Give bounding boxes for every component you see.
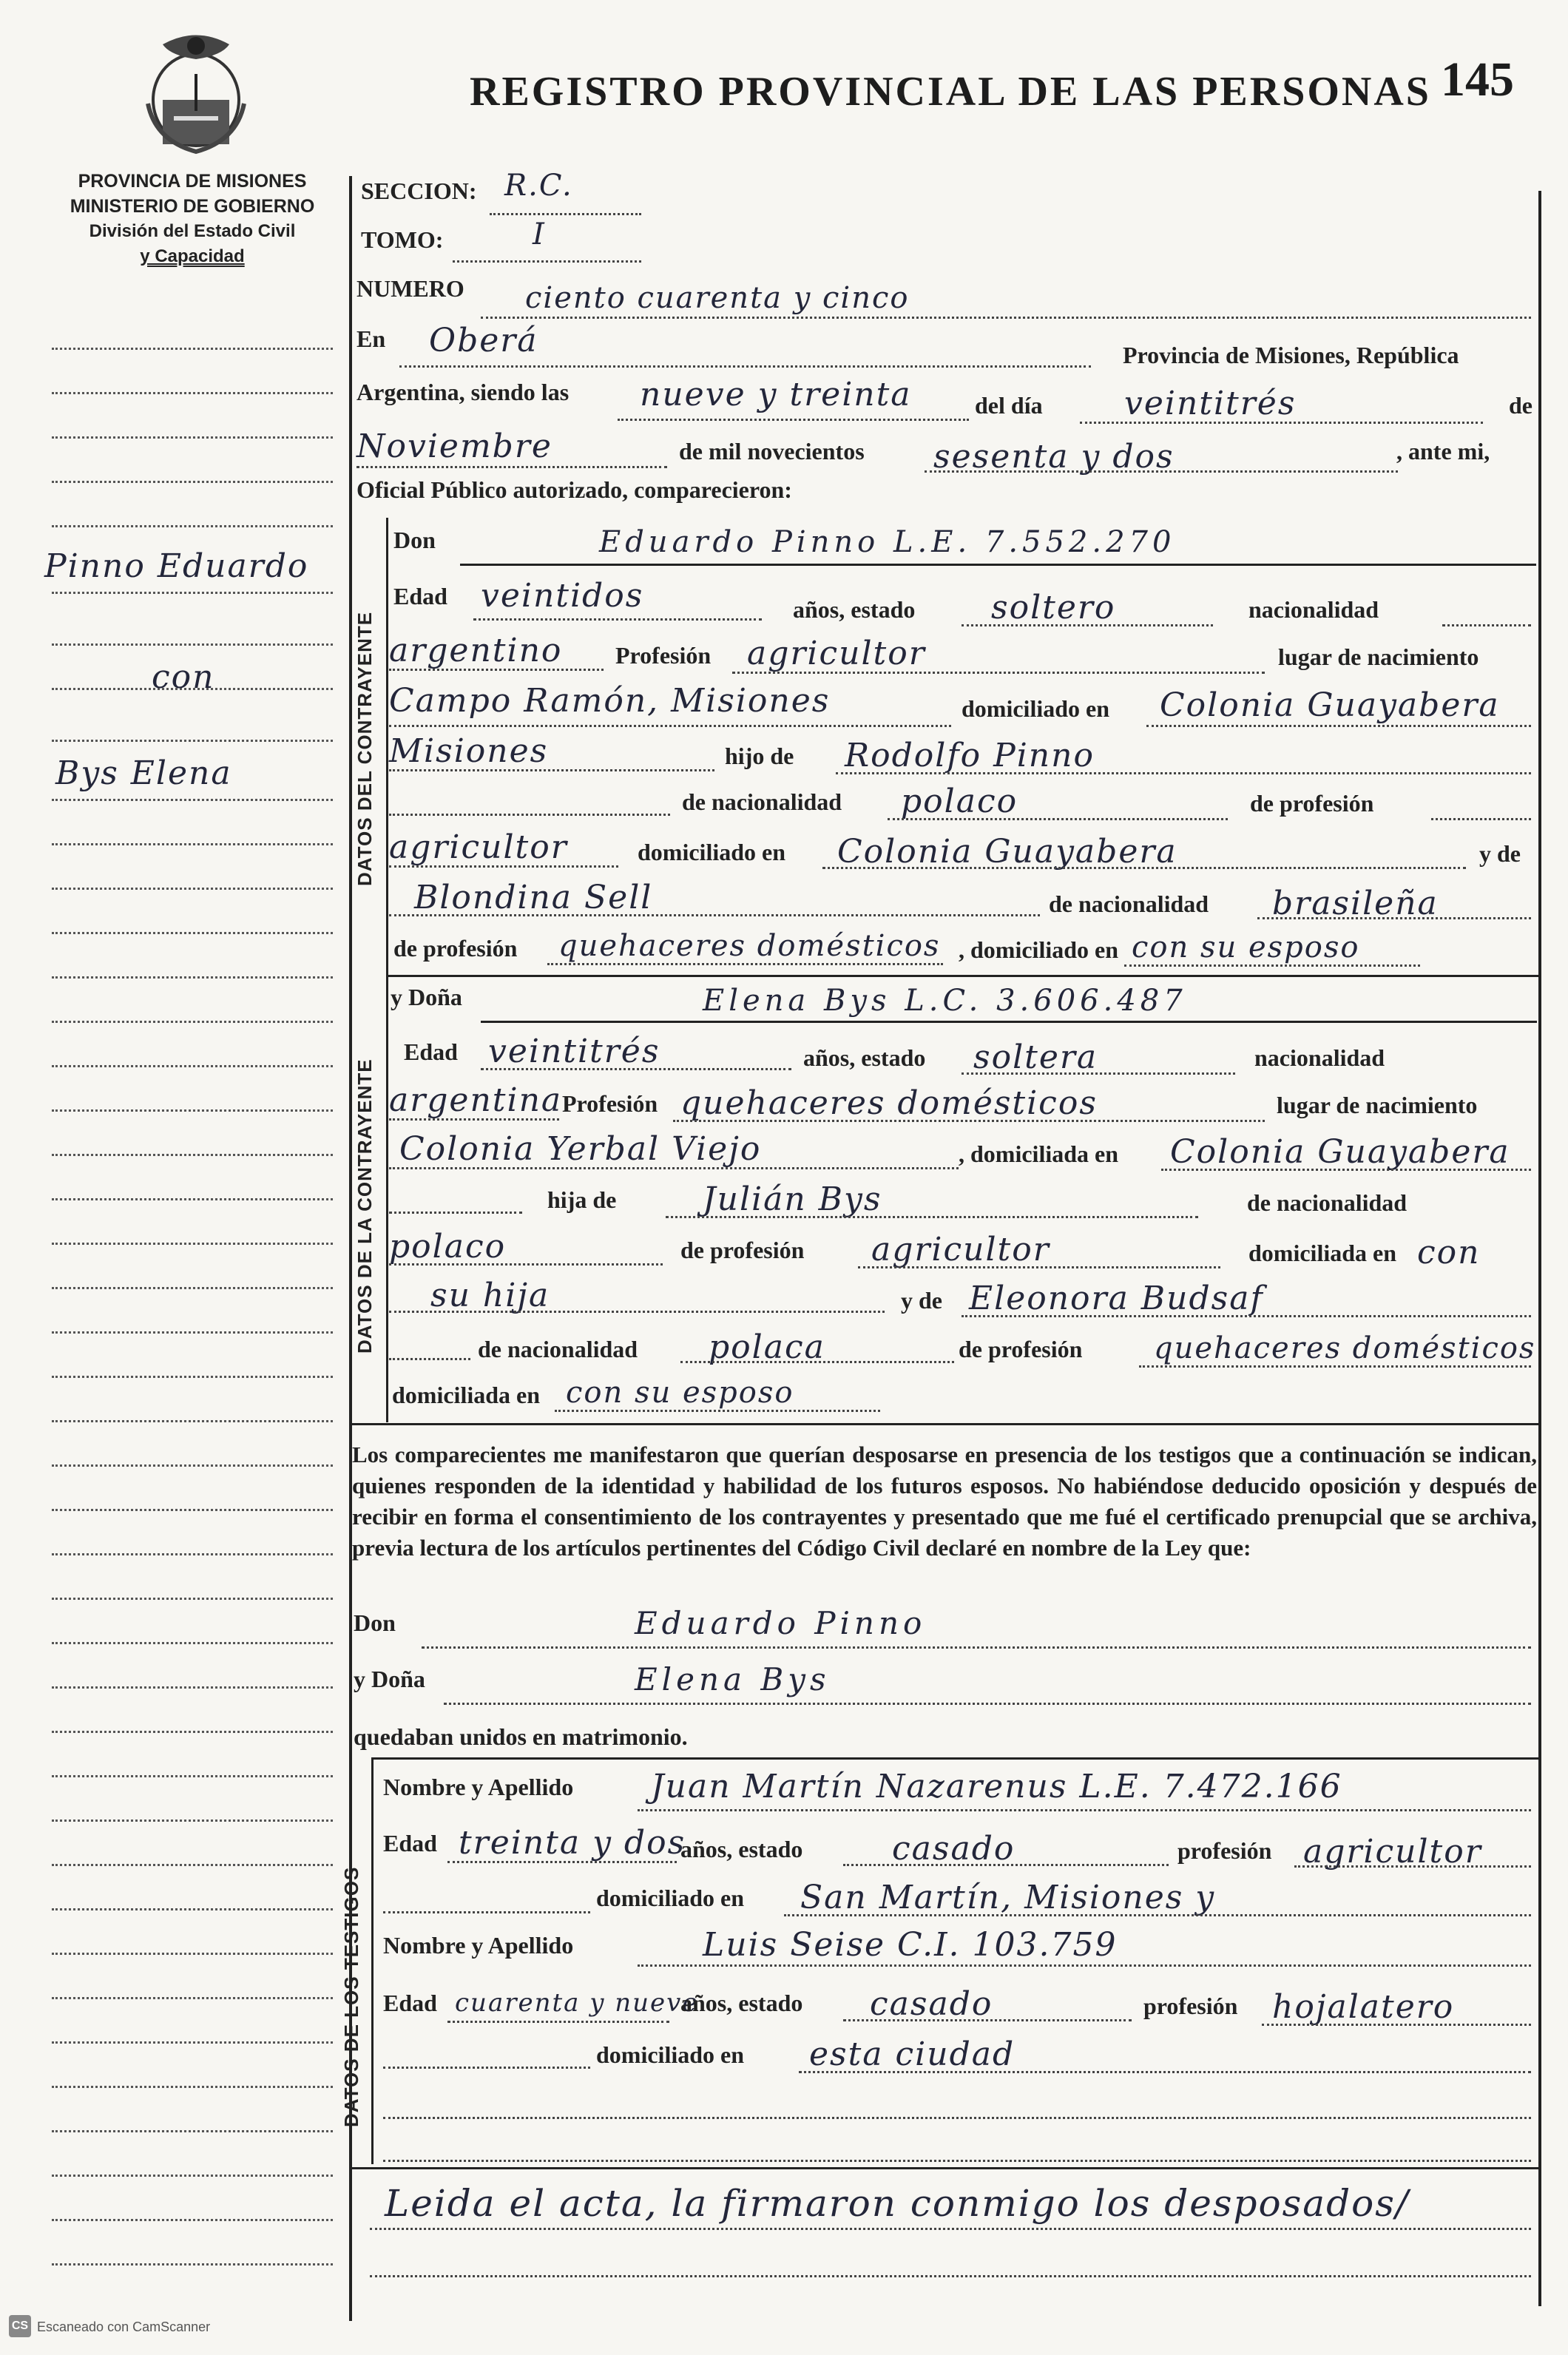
en-label: En (356, 325, 386, 352)
bride-padre-nac-value: polaco (389, 1228, 507, 1266)
anio-line (925, 470, 1398, 473)
bride-estado-line (962, 1072, 1235, 1075)
groom-domiciliado-label: domiciliado en (962, 695, 1110, 722)
bride-padre-value: Julián Bys (703, 1180, 882, 1218)
groom-madre-prof-label: de profesión (393, 935, 518, 962)
bride-edad-label: Edad (404, 1038, 458, 1065)
closing-statement: Leida el acta, la firmaron conmigo los desposados/ (385, 2182, 1410, 2225)
ante-label: , ante mi, (1396, 438, 1490, 464)
groom-profesion-label: Profesión (615, 642, 712, 669)
don-label: Don (393, 527, 436, 553)
dia-line (1080, 422, 1483, 424)
bride-nacionalidad-value: argentina (389, 1081, 563, 1119)
hora-value: nueve y treinta (640, 376, 912, 413)
bride-anios-label: años, estado (803, 1044, 926, 1071)
testigos-extra-line-1 (383, 2117, 1531, 2119)
t1-name-line (638, 1809, 1531, 1811)
coat-of-arms-icon (141, 30, 251, 155)
contrayente-inner-border (386, 518, 388, 976)
t2-name-line (638, 1964, 1531, 1967)
groom-madre-prof-line (547, 963, 943, 965)
bride-madre-dom-label: domiciliada en (392, 1382, 541, 1408)
bride-padre-dom-label: domiciliada en (1248, 1240, 1397, 1266)
numero-value: ciento cuarenta y cinco (525, 281, 910, 315)
bride-estado-value: soltera (973, 1038, 1098, 1076)
section-divider-1 (386, 975, 1538, 977)
closing-line (370, 2228, 1531, 2230)
t1-dom-value: San Martín, Misiones y (800, 1879, 1216, 1916)
t2-dom-label: domiciliado en (596, 2041, 745, 2068)
groom-madre-line (389, 914, 1040, 916)
bride-lugar-value: Colonia Yerbal Viejo (399, 1130, 762, 1168)
bride-madre-dom-value: con su esposo (566, 1376, 794, 1410)
groom-lugar-value: Campo Ramón, Misiones (389, 682, 831, 720)
mes-value: Noviembre (356, 428, 552, 465)
groom-padre-dom-label: domiciliado en (638, 839, 786, 865)
t2-name-value: Luis Seise C.I. 103.759 (703, 1926, 1118, 1964)
seccion-label: SECCION: (361, 178, 477, 204)
bride-madre-dom-line (555, 1410, 880, 1412)
t2-name-label: Nombre y Apellido (383, 1932, 574, 1959)
groom-madre-prof-value: quehaceres domésticos (558, 929, 941, 963)
groom-edad-value: veintidos (481, 577, 644, 615)
tomo-value: I (533, 217, 546, 251)
provincia-text: Provincia de Misiones, República (1123, 342, 1459, 368)
bride-padre-dom-line2 (389, 1311, 885, 1313)
t1-estado-value: casado (892, 1830, 1016, 1868)
t2-anios-label: años, estado (680, 1990, 803, 2016)
oficial-label: Oficial Público autorizado, comparecieron: (356, 476, 792, 503)
groom-domicilio-value: Colonia Guayabera (1160, 686, 1500, 724)
province-name: PROVINCIA DE MISIONES (78, 171, 307, 192)
bride-madre-prof-value: quehaceres domésticos (1154, 1331, 1536, 1365)
mes-line (356, 466, 667, 468)
dona-label: y Doña (391, 984, 462, 1010)
bride-madre-nac-line (680, 1361, 954, 1363)
section-divider-4 (349, 2167, 1538, 2169)
en-line (399, 365, 1091, 368)
numero-line (481, 317, 1531, 319)
anio-label: de mil novecientos (679, 438, 865, 464)
bride-padre-prof-line (858, 1266, 1220, 1268)
groom-madre-nac-line (1257, 917, 1531, 919)
decl-don-value: Eduardo Pinno (635, 1605, 927, 1641)
bride-padre-nac-label: de nacionalidad (1247, 1189, 1408, 1216)
groom-estado-line (962, 624, 1213, 626)
bride-padre-dom-value: con (1417, 1234, 1481, 1271)
groom-padre-nac-value: polaco (901, 783, 1018, 820)
section-divider-2 (349, 1423, 1538, 1425)
bride-profesion-value: quehaceres domésticos (680, 1084, 1098, 1122)
groom-profesion-line (732, 672, 1265, 674)
bride-madre-prof-line (1139, 1365, 1531, 1368)
bride-hija-label: hija de (547, 1186, 617, 1213)
bride-domicilio-line (1161, 1169, 1531, 1171)
t2-dom-pre-line (383, 2067, 590, 2069)
t2-prof-line (1262, 2024, 1531, 2026)
bride-madre-nac-value: polaca (709, 1328, 825, 1366)
bride-nac-line (389, 1118, 559, 1121)
contrayenta-inner-border (386, 975, 388, 1422)
t2-edad-label: Edad (383, 1990, 437, 2016)
bride-madre-pre-line (389, 1358, 470, 1360)
scanner-watermark: Escaneado con CamScanner (37, 2319, 211, 2334)
t1-prof-line (1294, 1865, 1531, 1868)
t2-prof-label: profesión (1143, 1993, 1238, 2019)
groom-padre-dom-line (822, 867, 1466, 869)
t1-name-label: Nombre y Apellido (383, 1774, 574, 1800)
seccion-value: R.C. (504, 169, 573, 203)
groom-domicilio-value2: Misiones (389, 732, 549, 770)
bride-madre-nac-label: de nacionalidad (478, 1336, 638, 1362)
closing-line-2 (370, 2275, 1531, 2277)
ministry-name: MINISTERIO DE GOBIERNO (70, 196, 315, 217)
declaration-paragraph: Los comparecientes me manifestaron que querían desposarse en presencia de los testigos que a continuación se indican, quienes responden de la identidad y habilidad de los futuros esposos. No habiéndose deducido oposición y después de recibir en forma el consentimiento de los contrayentes y presentado que me fué el certificado prenupcial que se archiva, previa lectura de los artículos pertinentes del Código Civil declaré en nombre de la Ley que: (352, 1442, 1537, 1561)
groom-y-de-label: y de (1479, 840, 1521, 867)
bride-name-line (481, 1021, 1537, 1023)
groom-nac-line (389, 669, 604, 671)
groom-edad-line (473, 618, 762, 621)
bride-madre-value: Eleonora Budsaf (969, 1280, 1264, 1317)
t2-estado-line (843, 2019, 1132, 2021)
t2-prof-value: hojalatero (1272, 1988, 1455, 2026)
bride-name-value: Elena Bys L.C. 3.606.487 (703, 984, 1187, 1018)
bride-padre-dom-value2: su hija (430, 1277, 550, 1314)
groom-padre-prof-label: de profesión (1250, 790, 1374, 817)
groom-lugar-line (389, 725, 951, 727)
bride-profesion-line (673, 1120, 1265, 1122)
bride-nacionalidad-label: nacionalidad (1254, 1044, 1385, 1071)
groom-padre-dom-value: Colonia Guayabera (837, 833, 1177, 871)
t1-edad-value: treinta y dos (459, 1824, 686, 1862)
bride-padre-prof-value: agricultor (871, 1231, 1050, 1268)
hora-line (618, 419, 969, 421)
del-dia-label: del día (975, 392, 1043, 419)
argentina-label: Argentina, siendo las (356, 379, 570, 405)
t1-anios-label: años, estado (680, 1836, 803, 1862)
t1-name-value: Juan Martín Nazarenus L.E. 7.472.166 (651, 1768, 1342, 1805)
division-name-2: y Capacidad (140, 246, 245, 266)
groom-padre-value: Rodolfo Pinno (845, 737, 1095, 774)
t1-prof-label: profesión (1177, 1837, 1272, 1864)
bride-domicilio-value: Colonia Guayabera (1170, 1133, 1510, 1171)
bride-padre-line (666, 1216, 1198, 1218)
groom-madre-nac-value: brasileña (1272, 885, 1439, 922)
t2-estado-value: casado (870, 1985, 993, 2023)
testigos-section-label: DATOS DE LOS TESTIGOS (340, 1866, 362, 2127)
bride-domiciliada-label: , domiciliada en (959, 1141, 1119, 1167)
groom-madre-dom-label: , domiciliado en (959, 936, 1119, 963)
t2-edad-value: cuarenta y nueve (455, 1988, 699, 2018)
groom-estado-value: soltero (991, 589, 1116, 626)
groom-padre-prof-tail (1431, 818, 1531, 820)
bride-padre-nac-line (389, 1263, 663, 1266)
bride-madre-line (962, 1315, 1531, 1317)
groom-padre-prof-line (389, 865, 618, 868)
bride-edad-value: veintitrés (488, 1033, 660, 1070)
t1-dom-line (784, 1914, 1531, 1916)
unidos-text: quedaban unidos en matrimonio. (354, 1723, 688, 1750)
t1-edad-label: Edad (383, 1830, 437, 1856)
bride-y-de-label: y de (901, 1287, 942, 1314)
dia-value: veintitrés (1124, 385, 1297, 422)
groom-nacionalidad-value: argentino (389, 632, 563, 669)
numero-label: NUMERO (356, 275, 464, 302)
tomo-line (453, 260, 641, 263)
margin-note-names: Pinno Eduardo (44, 547, 309, 585)
t2-dom-line (799, 2071, 1531, 2073)
bride-edad-line (481, 1068, 791, 1070)
groom-lugar-label: lugar de nacimiento (1278, 643, 1479, 670)
decl-dona-value: Elena Bys (635, 1661, 831, 1697)
camscanner-logo-icon: CS (9, 2315, 31, 2337)
t1-dom-label: domiciliado en (596, 1885, 745, 1911)
groom-domicilio-line2 (389, 769, 714, 771)
groom-padre-nac-line (888, 818, 1228, 820)
testigos-inner-border (371, 1757, 374, 2164)
page-number: 145 (1441, 53, 1514, 107)
t1-prof-value: agricultor (1303, 1833, 1482, 1871)
bride-madre-prof-label: de profesión (959, 1336, 1083, 1362)
margin-note-con: con (152, 658, 215, 696)
groom-padre-nac-label: de nacionalidad (682, 788, 842, 815)
main-right-border (1538, 191, 1541, 2306)
groom-madre-dom-value: con su esposo (1132, 930, 1360, 964)
groom-padre-prof-value: agricultor (389, 828, 568, 866)
groom-nacionalidad-label: nacionalidad (1248, 596, 1379, 623)
t1-estado-line (843, 1864, 1169, 1866)
contrayente-section-label: DATOS DEL CONTRAYENTE (354, 611, 376, 886)
groom-madre-value: Blondina Sell (414, 879, 653, 916)
t1-dom-pre-line (383, 1911, 590, 1913)
bride-lugar-line (389, 1167, 959, 1169)
anio-value: sesenta y dos (933, 438, 1175, 476)
testigos-extra-line-2 (383, 2160, 1531, 2162)
de-label: de (1509, 392, 1532, 419)
groom-padre-line (836, 772, 1531, 774)
edad-label: Edad (393, 583, 447, 609)
page-title: REGISTRO PROVINCIAL DE LAS PERSONAS (470, 69, 1431, 115)
groom-name-line (460, 564, 1536, 566)
section-divider-3 (371, 1757, 1538, 1760)
groom-hijo-label: hijo de (725, 743, 794, 769)
decl-dona-label: y Doña (354, 1666, 425, 1692)
groom-domicilio-line (1146, 725, 1531, 727)
groom-madre-dom-line (1124, 964, 1420, 967)
t2-edad-line (447, 2021, 669, 2023)
groom-nac-tail-line (1442, 624, 1531, 626)
tomo-label: TOMO: (361, 226, 444, 253)
decl-dona-line (444, 1703, 1531, 1705)
bride-hija-pre-line (389, 1212, 522, 1214)
groom-padre-extra-line (389, 814, 670, 816)
margin-note-bride: Bys Elena (55, 754, 232, 792)
division-name: División del Estado Civil (89, 221, 296, 241)
bride-padre-prof-label: de profesión (680, 1237, 805, 1263)
decl-don-label: Don (354, 1609, 396, 1636)
decl-don-line (422, 1646, 1531, 1649)
en-value: Oberá (429, 322, 538, 359)
groom-anios-label: años, estado (793, 596, 916, 623)
bride-lugar-label: lugar de nacimiento (1277, 1092, 1478, 1118)
groom-madre-nac-label: de nacionalidad (1049, 891, 1209, 917)
t1-edad-line (447, 1861, 677, 1863)
issuer-block (52, 169, 333, 269)
t2-dom-value: esta ciudad (809, 2035, 1016, 2073)
groom-profesion-value: agricultor (747, 635, 926, 672)
contrayenta-section-label: DATOS DE LA CONTRAYENTE (354, 1058, 376, 1354)
seccion-line (490, 213, 641, 215)
groom-name-value: Eduardo Pinno L.E. 7.552.270 (599, 525, 1176, 559)
bride-profesion-label: Profesión (562, 1090, 658, 1117)
